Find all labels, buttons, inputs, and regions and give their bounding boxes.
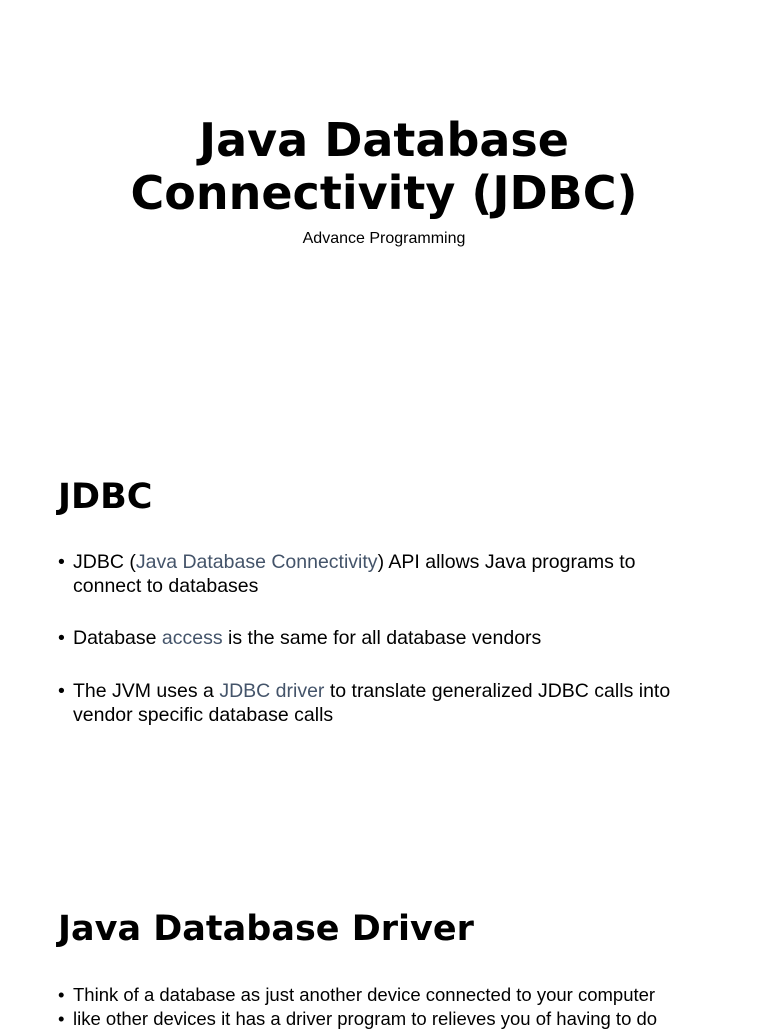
bullet-dot: •: [58, 627, 65, 649]
bullet-dot: •: [58, 1008, 65, 1029]
title-line-2: Connectivity (JDBC): [130, 166, 638, 220]
bullet-text-pre: The JVM uses a: [73, 680, 220, 702]
bullet-text: like other devices it has a driver program to relieves you of having to do: [73, 1008, 658, 1029]
bullet-text-post: is the same for all database vendors: [222, 627, 542, 649]
bullet-text-line2: connect to databases: [73, 575, 259, 597]
bullet-text-line2: vendor specific database calls: [73, 704, 334, 726]
bullet-dot: •: [58, 680, 65, 702]
bullet-text-pre: JDBC (: [73, 551, 136, 573]
list-item: [58, 983, 758, 1007]
bullet-text: Think of a database as just another device connected to your computer: [73, 984, 656, 1005]
presentation-subtitle: Advance Programming: [302, 230, 466, 247]
list-item: [58, 679, 708, 727]
list-item: [58, 626, 708, 650]
jdbc-bullet-list: [58, 550, 708, 727]
bullet-text-post: to translate generalized JDBC calls into: [324, 680, 671, 702]
list-item: [58, 1007, 758, 1031]
jdbc-heading: JDBC: [58, 477, 153, 517]
title-line-1: Java Database: [199, 113, 569, 167]
access-link[interactable]: access: [161, 627, 223, 649]
jdbc-driver-link[interactable]: JDBC driver: [219, 680, 325, 702]
bullet-text-pre: Database: [73, 627, 162, 649]
bullet-dot: •: [58, 551, 65, 573]
bullet-text-post: ) API allows Java programs to: [377, 551, 636, 573]
java-database-driver-heading: Java Database Driver: [58, 909, 474, 949]
bullet-dot: •: [58, 984, 65, 1005]
list-item: [58, 550, 708, 598]
java-database-connectivity-link[interactable]: Java Database Connectivity: [135, 551, 378, 573]
